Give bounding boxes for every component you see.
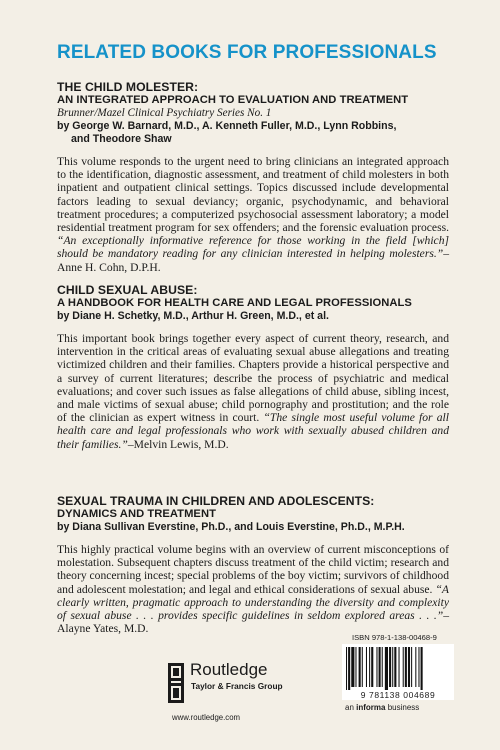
barcode-bar <box>379 647 381 687</box>
barcode-bars <box>342 644 454 690</box>
barcode-bar <box>359 647 361 687</box>
barcode-bar <box>371 647 373 687</box>
book-series: Brunner/Mazel Clinical Psychiatry Series No. 1 <box>57 107 272 119</box>
tagline-prefix: an <box>345 703 354 712</box>
review-attribution: –Melvin Lewis, M.D. <box>127 437 229 451</box>
book-description <box>57 543 449 635</box>
review-quote: “A clearly written, pragmatic approach to understanding the diversity and complexity of sexual abuse . . . provides specific guidelines in seldom explored areas . . .” <box>57 582 450 623</box>
description-text: This highly practical volume begins with an overview of current misconceptions of molestation. Subsequent chapters discuss treatment of the child victim; research and theory concerning incest; special problems of the boy victim; survivors of childhood and adolescent molestation; and legal and ethical considerations of sexual abuse. <box>57 543 449 596</box>
routledge-logo-icon <box>168 663 184 703</box>
book-authors-line: by George W. Barnard, M.D., A. Kenneth Fuller, M.D., Lynn Robbins, <box>57 120 397 132</box>
barcode-bar <box>408 647 410 687</box>
barcode-bar <box>405 647 407 687</box>
barcode-bar <box>362 647 363 687</box>
book-description <box>57 332 449 451</box>
tagline-suffix: business <box>387 703 420 712</box>
barcode-bar <box>389 647 391 687</box>
description-text: This important book brings together every aspect of current theory, research, and intervention in the critical areas of evaluating sexual abuse allegations and treating victimized children and their families. Chapters provide a historical perspective and a survey of current literatures; describe the process of psychiatric and medical evaluations; and cover such issues as false allegations of child abuse, sibling incest, and male victims of sexual abuse; child pornography and prostitution; and the role of the clinician as expert witness in court. <box>57 332 449 425</box>
book-title-line: CHILD SEXUAL ABUSE: <box>57 283 198 297</box>
description-text: This volume responds to the urgent need to bring clinicians an integrated approach to the identification, diagnostic assessment, and treatment of child molesters in both inpatient and outpatient clinical settings. Topics discussed include developmental factors leading to sexual deviancy; organic, psychodynamic, and behavioral treatment procedures; a computerized psychosocial assessment laboratory; a model residential treatment program for sex offenders; and the forensic evaluation process. <box>57 155 449 235</box>
book-subtitle-line: DYNAMICS AND TREATMENT <box>57 508 216 520</box>
book-authors-line: and Theodore Shaw <box>71 133 172 145</box>
barcode-bar <box>382 647 383 687</box>
barcode-bar <box>421 647 423 690</box>
book-title-line: SEXUAL TRAUMA IN CHILDREN AND ADOLESCENTS: <box>57 494 375 508</box>
barcode-bar <box>394 647 396 687</box>
book-authors-line: by Diane H. Schetky, M.D., Arthur H. Green, M.D., et al. <box>57 310 329 322</box>
barcode-bar <box>392 647 393 687</box>
book-subtitle-line: A HANDBOOK FOR HEALTH CARE AND LEGAL PROFESSIONALS <box>57 297 412 309</box>
review-attribution: –Anne H. Cohn, D.P.H. <box>57 247 449 274</box>
barcode-bar <box>351 647 354 687</box>
book-entry-sexual-trauma <box>57 494 449 635</box>
barcode-bar <box>369 647 370 687</box>
book-entry-child-molester <box>57 80 449 274</box>
review-quote: “The single most useful volume for all health care and legal professionals who work with sexually abused children and their families.” <box>57 411 449 451</box>
barcode-bar <box>355 647 356 687</box>
barcode-bar <box>411 647 412 687</box>
isbn-label: ISBN 978-1-138-00468-9 <box>352 633 437 642</box>
barcode-bar <box>346 647 347 690</box>
barcode-bar <box>415 647 416 687</box>
page-title: RELATED BOOKS FOR PROFESSIONALS <box>57 42 437 63</box>
review-attribution: –Alayne Yates, M.D. <box>57 609 449 636</box>
barcode-bar <box>403 647 404 687</box>
barcode-bar <box>418 647 419 687</box>
publisher-name: Routledge <box>190 660 268 679</box>
book-description <box>57 155 449 274</box>
book-subtitle-line: AN INTEGRATED APPROACH TO EVALUATION AND TREATMENT <box>57 94 409 106</box>
informa-tagline <box>345 703 419 712</box>
barcode-bar <box>376 647 377 687</box>
barcode-bar <box>348 647 350 690</box>
review-quote: “An exceptionally informative reference for those working in the field [which] should be mandatory reading for any clinician interested in helping molesters.” <box>57 234 449 261</box>
barcode-bar <box>385 647 388 690</box>
book-authors-line: by Diana Sullivan Everstine, Ph.D., and Louis Everstine, Ph.D., M.P.H. <box>57 521 405 533</box>
publisher-website: www.routledge.com <box>172 713 241 722</box>
barcode-icon <box>342 644 454 692</box>
book-title-line: THE CHILD MOLESTER: <box>57 80 199 94</box>
publisher-group: Taylor & Francis Group <box>191 681 283 691</box>
barcode-bar <box>399 647 400 687</box>
tagline-brand: informa <box>356 703 386 712</box>
barcode-bar <box>366 647 367 687</box>
barcode-number: 9 781138 004689 <box>342 690 454 700</box>
book-entry-child-sexual-abuse <box>57 283 449 451</box>
